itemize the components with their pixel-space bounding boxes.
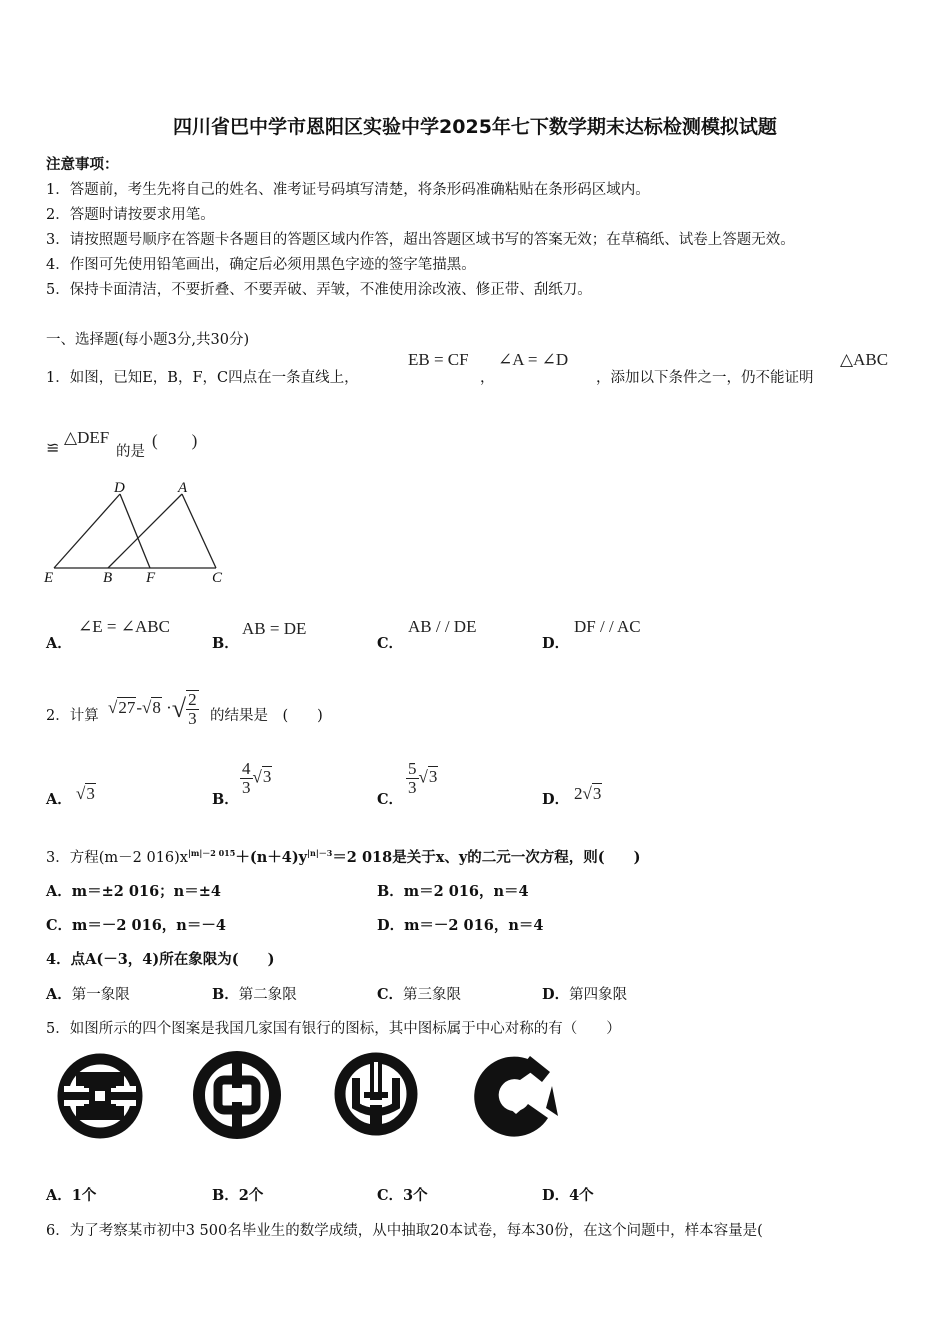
q5-option-c[interactable] <box>377 1184 428 1205</box>
q4-option-a-letter: A． <box>46 986 72 1003</box>
q3-stem-b: ＋(n＋4)y <box>235 849 308 866</box>
q5-option-c-text: 3个 <box>403 1187 428 1204</box>
q3-exponent-1: |m|－2 015 <box>187 848 236 859</box>
q1-option-c[interactable]: AB / / DE <box>408 617 477 636</box>
q1-stem-c: 的是 <box>116 444 145 460</box>
boc-logo-icon <box>190 1048 284 1142</box>
ccb-logo-icon <box>468 1046 564 1146</box>
q6-stem: 6．为了考察某市初中3 500名毕业生的数学成绩，从中抽取20本试卷，每本30份，在这个问题中，样本容量是( <box>46 1223 763 1239</box>
abc-logo-icon <box>330 1048 422 1140</box>
q5-option-a-letter: A． <box>46 1187 72 1204</box>
figure-label-b: B <box>103 570 113 586</box>
q2-expression: √27-√8 ·√ $\frac{2}{3}$ <box>108 690 197 728</box>
q2-stem-a: 2．计算 <box>46 708 99 724</box>
q3-stem-c: ＝2 018是关于x、y的二元一次方程，则( ) <box>332 849 641 866</box>
q2-option-b-rad: 3 <box>262 767 272 787</box>
q2-option-a[interactable]: √3 <box>76 784 95 803</box>
q1-congruent-symbol: ≌ <box>46 440 60 457</box>
q2-option-c-rad: 3 <box>428 767 438 787</box>
q5-option-b[interactable] <box>212 1184 263 1205</box>
q3-option-d-letter: D． <box>377 917 405 934</box>
q3-option-a[interactable] <box>46 880 221 901</box>
icbc-logo-icon <box>54 1050 146 1142</box>
q1-triangle-figure <box>40 478 240 588</box>
q1-stem-a: 1．如图，已知E，B，F，C四点在一条直线上， <box>46 370 359 386</box>
notice-item: 4．作图可先使用铅笔画出，确定后必须用黑色字迹的签字笔描黑。 <box>46 257 476 273</box>
q1-option-d-letter: D． <box>542 635 570 652</box>
q2-option-c-den: 3 <box>408 777 417 797</box>
notice-heading: 注意事项： <box>46 156 119 173</box>
q5-option-a[interactable] <box>46 1184 96 1205</box>
q3-option-b-letter: B． <box>377 883 404 900</box>
q4-option-a-text: 第一象限 <box>71 987 130 1003</box>
page-title: 四川省巴中学市恩阳区实验中学2025年七下数学期末达标检测模拟试题 <box>173 116 777 138</box>
q2-option-c-num: 5 <box>408 759 417 778</box>
q1-math-eb-cf: EB = CF <box>408 350 469 369</box>
q2-radicand-8: 8 <box>152 697 161 717</box>
q1-option-a-letter: A． <box>46 635 72 652</box>
q4-option-d[interactable] <box>542 983 627 1004</box>
q2-option-a-letter: A． <box>46 791 72 808</box>
q1-option-c-letter: C． <box>377 635 404 652</box>
q3-option-d[interactable] <box>377 914 543 935</box>
q1-paren: ( ) <box>152 431 198 450</box>
q2-option-b-num: 4 <box>242 759 251 778</box>
q4-option-b[interactable] <box>212 983 297 1004</box>
q4-option-b-letter: B． <box>212 986 239 1003</box>
q3-option-c-text: m＝－2 016，n＝－4 <box>72 917 226 934</box>
q1-option-a[interactable]: ∠E = ∠ABC <box>78 617 170 636</box>
q1-math-def: △DEF <box>64 428 110 447</box>
q1-option-b[interactable]: AB = DE <box>242 619 307 638</box>
q5-option-d[interactable] <box>542 1184 594 1205</box>
notice-item: 1．答题前，考生先将自己的姓名、准考证号码填写清楚，将条形码准确粘贴在条形码区域内。 <box>46 182 650 198</box>
q4-option-c[interactable] <box>377 983 461 1004</box>
notice-item: 2．答题时请按要求用笔。 <box>46 207 215 223</box>
figure-label-c: C <box>212 570 223 586</box>
q4-option-d-text: 第四象限 <box>569 987 628 1003</box>
q1-comma: ， <box>480 370 495 386</box>
q5-option-a-text: 1个 <box>71 1187 97 1204</box>
q2-option-d-rad: 3 <box>592 784 602 803</box>
q4-option-a[interactable] <box>46 983 130 1004</box>
q3-option-a-letter: A． <box>46 883 72 900</box>
q2-option-c[interactable]: $\frac{5}{3}$ √3 <box>408 759 438 797</box>
section-heading: 一、选择题(每小题3分,共30分) <box>46 332 250 348</box>
figure-label-d: D <box>114 480 125 496</box>
figure-label-e: E <box>44 570 54 586</box>
q2-option-a-rad: 3 <box>86 784 95 803</box>
q3-option-c[interactable] <box>46 914 226 935</box>
q2-option-d[interactable]: 2√3 <box>574 784 602 803</box>
q2-option-d-coef: 2 <box>574 784 583 803</box>
q2-fraction-num: 2 <box>188 690 197 709</box>
q5-option-d-letter: D． <box>542 1187 570 1204</box>
q1-math-abc: △ABC <box>840 350 889 369</box>
q2-radicand-27: 27 <box>118 697 136 717</box>
notice-item: 5．保持卡面清洁，不要折叠、不要弄破、弄皱，不准使用涂改液、修正带、刮纸刀。 <box>46 282 592 298</box>
q3-option-d-text: m＝－2 016，n＝4 <box>404 917 544 934</box>
q2-minus: - <box>136 697 143 717</box>
q3-option-c-letter: C． <box>46 917 73 934</box>
q5-option-d-text: 4个 <box>569 1187 594 1204</box>
q4-option-c-letter: C． <box>377 986 404 1003</box>
q1-option-b-letter: B． <box>212 635 239 652</box>
q1-math-angle: ∠A = ∠D <box>498 350 569 369</box>
notice-item: 3．请按照题号顺序在答题卡各题目的答题区域内作答，超出答题区域书写的答案无效；在草稿纸、试卷上答题无效。 <box>46 232 795 248</box>
q4-option-d-letter: D． <box>542 986 570 1003</box>
q1-stem-b: ，添加以下条件之一，仍不能证明 <box>596 370 814 386</box>
q5-option-c-letter: C． <box>377 1187 404 1204</box>
q2-fraction-den: 3 <box>188 708 197 728</box>
q2-fraction <box>186 690 199 728</box>
q2-option-b-den: 3 <box>242 777 251 797</box>
q3-stem-a: 3．方程(m－2 016)x <box>46 850 188 866</box>
q2-option-b[interactable]: $\frac{4}{3}$ √3 <box>242 759 272 797</box>
q2-option-c-letter: C． <box>377 791 404 808</box>
q4-option-c-text: 第三象限 <box>403 987 462 1003</box>
q5-stem: 5．如图所示的四个图案是我国几家国有银行的图标，其中图标属于中心对称的有（ ） <box>46 1021 621 1037</box>
q4-stem: 4．点A(－3，4)所在象限为( ) <box>46 951 275 968</box>
q1-option-d[interactable]: DF / / AC <box>574 617 641 636</box>
q2-option-d-letter: D． <box>542 791 570 808</box>
q2-option-b-letter: B． <box>212 791 239 808</box>
q2-dot: · <box>166 697 172 717</box>
q3-option-b-text: m＝2 016，n＝4 <box>403 883 529 900</box>
q5-option-b-text: 2个 <box>238 1187 264 1204</box>
q5-option-b-letter: B． <box>212 1187 239 1204</box>
figure-label-a: A <box>178 480 188 496</box>
q2-stem-b: 的结果是 ( ) <box>210 708 323 724</box>
figure-label-f: F <box>146 570 156 586</box>
q3-exponent-2: |n|－3 <box>307 848 333 859</box>
q3-stem <box>46 846 641 867</box>
q3-option-a-text: m＝±2 016；n＝±4 <box>71 883 221 900</box>
q3-option-b[interactable] <box>377 880 529 901</box>
q4-option-b-text: 第二象限 <box>238 987 297 1003</box>
